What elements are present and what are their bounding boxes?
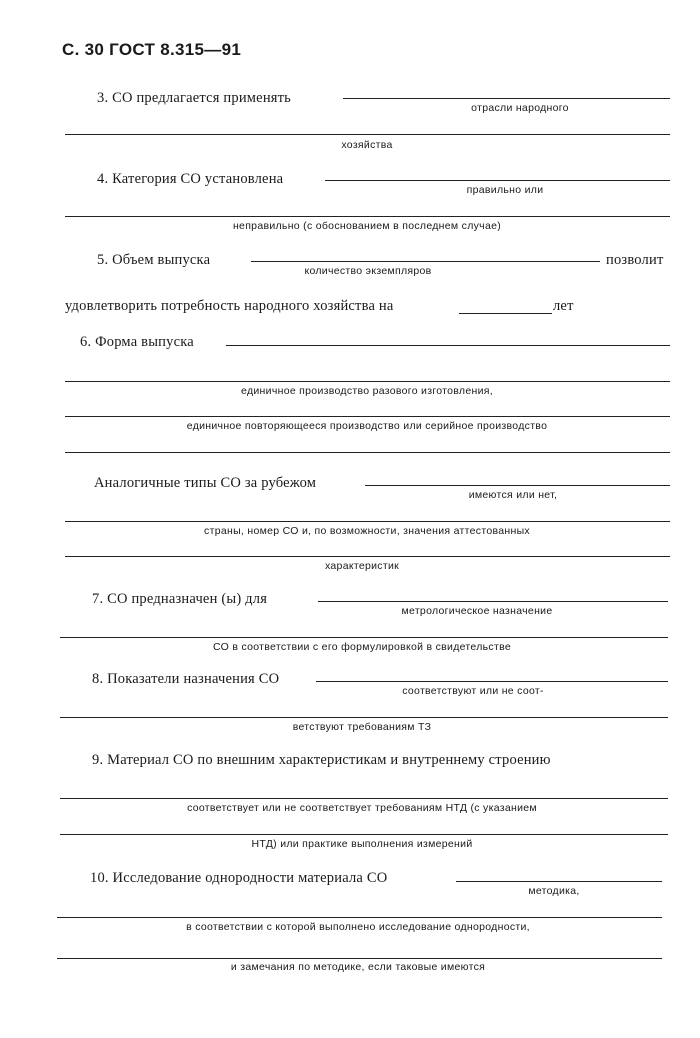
item-5-tail: позволит <box>606 252 664 268</box>
item-10-fill-line-3 <box>57 958 662 959</box>
item-6-fill-line-3 <box>65 416 670 417</box>
analog-fill-line-2 <box>65 521 670 522</box>
item-6-label: 6. Форма выпуска <box>80 334 194 350</box>
item-9-hint-2: НТД) или практике выполнения измерений <box>251 838 473 850</box>
analog-fill-line-3 <box>65 556 670 557</box>
item-8-fill-line <box>316 681 668 682</box>
item-10-label: 10. Исследование однородности материала СО <box>90 870 388 886</box>
item-4-hint: правильно или <box>466 184 544 196</box>
item-10-hint: методика, <box>528 885 580 897</box>
item-3-fill-line <box>343 98 670 99</box>
page-header: С. 30 ГОСТ 8.315—91 <box>62 40 242 59</box>
item-9-hint: соответствует или не соответствует требованиям НТД (с указанием <box>187 802 537 814</box>
item-10-fill-line-2 <box>57 917 662 918</box>
item-6-hint: единичное производство разового изготовления, <box>241 385 493 397</box>
item-5-label: 5. Объем выпуска <box>97 252 211 268</box>
item-5-hint: количество экземпляров <box>304 265 432 277</box>
item-9-label: 9. Материал СО по внешним характеристикам и внутреннему строению <box>92 752 551 768</box>
item-5-years-unit: лет <box>553 298 574 314</box>
item-4-fill-line-2 <box>65 216 670 217</box>
item-9-fill-line <box>60 798 668 799</box>
item-7-hint-2: СО в соответствии с его формулировкой в свидетельстве <box>213 641 511 653</box>
item-10-hint-2: в соответствии с которой выполнено исследование однородности, <box>186 921 530 933</box>
item-3-label: 3. СО предлагается применять <box>97 90 291 106</box>
item-7-hint: метрологическое назначение <box>401 605 553 617</box>
analog-label: Аналогичные типы СО за рубежом <box>94 475 317 491</box>
item-4-fill-line <box>325 180 670 181</box>
item-3-hint-2: хозяйства <box>341 139 393 151</box>
item-8-fill-line-2 <box>60 717 668 718</box>
item-10-hint-3: и замечания по методике, если таковые имеются <box>230 961 486 973</box>
analog-hint-2: страны, номер СО и, по возможности, значения аттестованных <box>204 525 530 537</box>
item-3-fill-line-2 <box>65 134 670 135</box>
item-4-label: 4. Категория СО установлена <box>97 171 284 187</box>
item-7-label: 7. СО предназначен (ы) для <box>92 591 268 607</box>
item-8-hint: соответствуют или не соот- <box>402 685 544 697</box>
item-5-fill-line <box>251 261 600 262</box>
item-7-fill-line <box>318 601 668 602</box>
item-6-hint-2: единичное повторяющееся производство или серийное производство <box>186 420 548 432</box>
analog-fill-line <box>365 485 670 486</box>
item-6-fill-line <box>226 345 670 346</box>
item-4-hint-2: неправильно (с обоснованием в последнем случае) <box>232 220 502 232</box>
item-8-label: 8. Показатели назначения СО <box>92 671 280 687</box>
analog-hint: имеются или нет, <box>468 489 558 501</box>
item-7-fill-line-2 <box>60 637 668 638</box>
item-8-hint-2: ветствуют требованиям ТЗ <box>292 721 432 733</box>
item-3-hint: отрасли народного <box>471 102 569 114</box>
item-9-fill-line-2 <box>60 834 668 835</box>
item-5-years-line <box>459 313 552 314</box>
item-5-line2: удовлетворить потребность народного хозяйства на <box>65 298 394 314</box>
item-6-fill-line-2 <box>65 381 670 382</box>
analog-hint-3: характеристик <box>324 560 400 572</box>
item-6-fill-line-4 <box>65 452 670 453</box>
item-10-fill-line <box>456 881 662 882</box>
